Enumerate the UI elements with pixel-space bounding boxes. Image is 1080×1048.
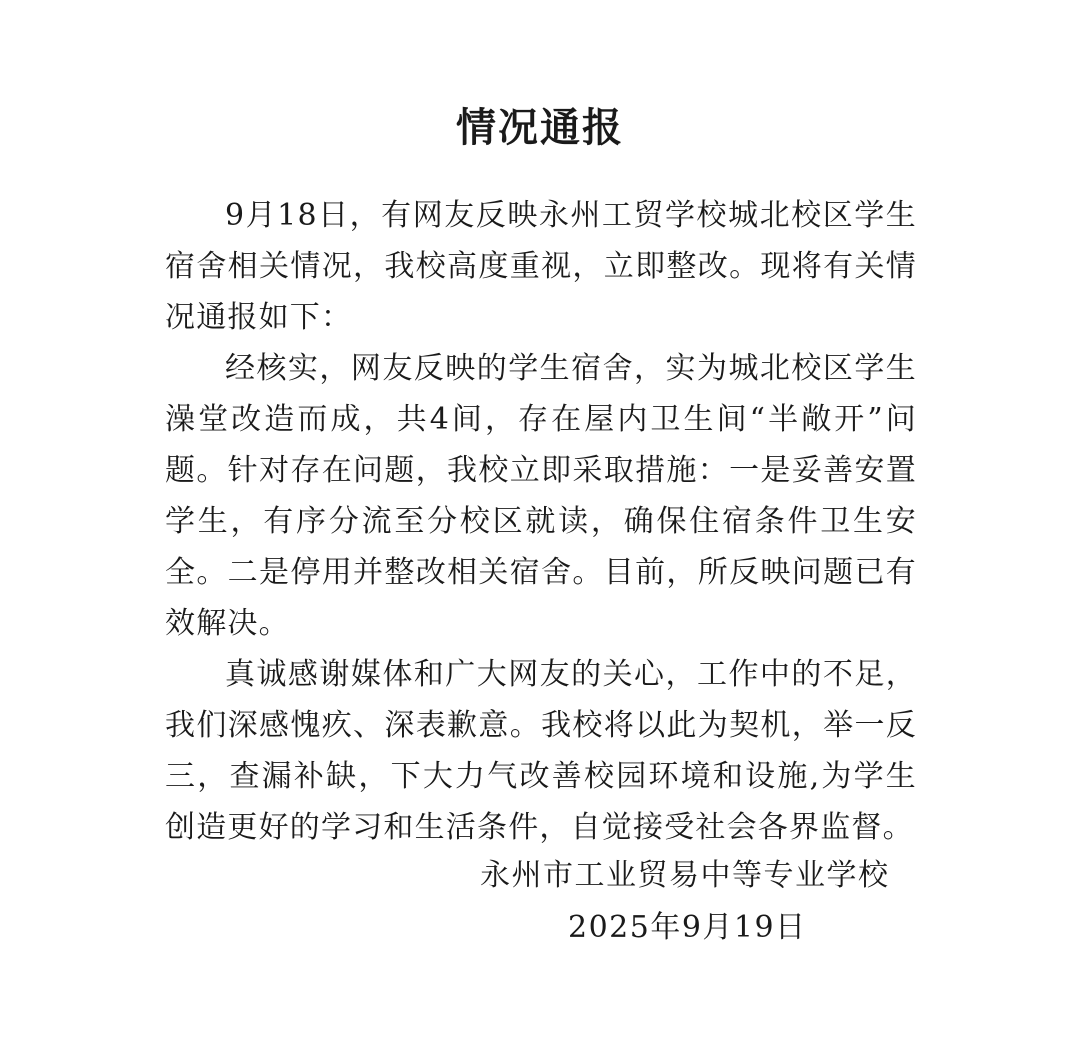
paragraph-verification-measures: 经核实，网友反映的学生宿舍，实为城北校区学生澡堂改造而成，共4间，存在屋内卫生间“半敞开”问题。针对存在问题，我校立即采取措施：一是妥善安置学生，有序分流至分校区就读，确保住宿条件卫生安全。二是停用并整改相关宿舍。目前，所反映问题已有效解决。 bbox=[165, 351, 917, 641]
document-title: 情况通报 bbox=[456, 104, 624, 151]
signature-organization: 永州市工业贸易中等专业学校 bbox=[480, 858, 890, 893]
paragraph-report-summary: 9月18日，有网友反映永州工贸学校城北校区学生宿舍相关情况，我校高度重视，立即整改。现将有关情况通报如下： bbox=[165, 198, 917, 335]
signature-date: 2025年9月19日 bbox=[568, 910, 807, 945]
signature-block bbox=[480, 850, 900, 954]
document-body bbox=[165, 190, 917, 853]
paragraph-apology: 真诚感谢媒体和广大网友的关心，工作中的不足，我们深感愧疚、深表歉意。我校将以此为契机，举一反三，查漏补缺，下大力气改善校园环境和设施,为学生创造更好的学习和生活条件，自觉接受社会各界监督。 bbox=[165, 657, 917, 845]
